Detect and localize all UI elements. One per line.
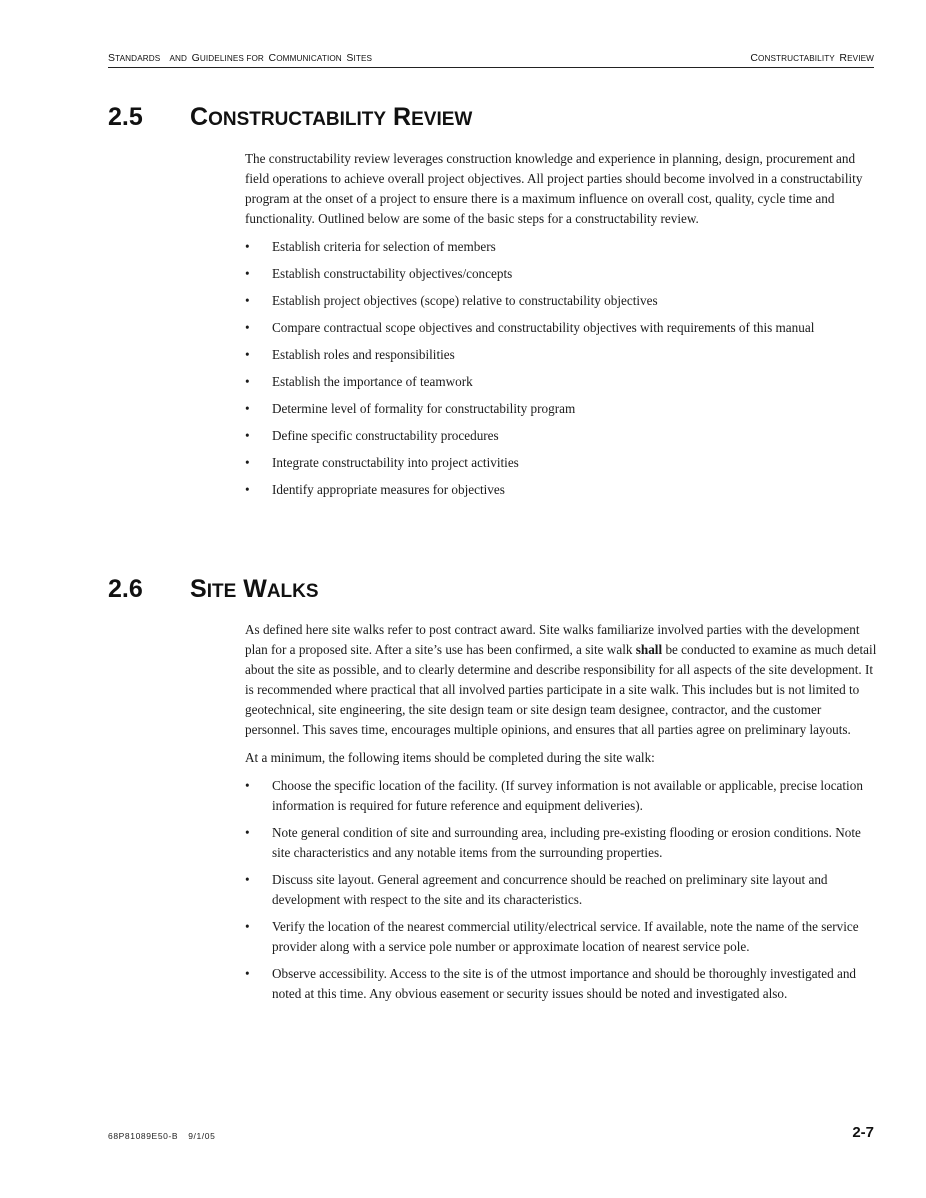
footer-date: 9/1/05 [188, 1131, 216, 1141]
list-item: • Establish criteria for selection of members [245, 239, 496, 254]
footer-doc-number: 68P81089E50-B [108, 1131, 179, 1141]
list-item: • Establish roles and responsibilities [245, 347, 455, 362]
header-rule [108, 67, 874, 68]
footer-doc-info [108, 1131, 215, 1141]
header-left-title: STANDARDS AND GUIDELINES FOR COMMUNICATION SITES [108, 52, 373, 64]
section-title: CONSTRUCTABILITY REVIEW [190, 103, 473, 131]
section-number: 2.6 [108, 575, 143, 603]
site-walk-items-list [245, 776, 877, 1004]
page-number: 2-7 [852, 1124, 874, 1141]
header-right-title: CONSTRUCTABILITY REVIEW [750, 52, 874, 64]
list-item: • Integrate constructability into project activities [245, 455, 519, 470]
list-item: • Define specific constructability procedures [245, 428, 499, 443]
list-item: • Compare contractual scope objectives and constructability objectives with requirements of this manual [245, 320, 815, 335]
section-body-2-6 [245, 620, 877, 1011]
emphasis-shall: shall [635, 642, 663, 657]
list-item: • Verify the location of the nearest commercial utility/electrical service. If available, note the name of the service provider along with a service pole number or approximate location of nearest service pole. [245, 919, 859, 954]
section-number: 2.5 [108, 103, 143, 131]
section-title: SITE WALKS [190, 575, 319, 603]
list-item: • Establish the importance of teamwork [245, 374, 473, 389]
list-item: • Establish constructability objectives/concepts [245, 266, 513, 281]
intro-paragraph: The constructability review leverages construction knowledge and experience in planning, design, procurement and field operations to achieve overall project objectives. All project parties should become involved in a constructability program at the onset of a project to ensure there is a maximum influence on overall cost, quality, cycle time and functionality. Outlined below are some of the basic steps for a constructability review. [245, 151, 863, 226]
site-walk-definition-paragraph: As defined here site walks refer to post contract award. Site walks familiarize involved parties with the development plan for a proposed site. After a site’s use has been confirmed, a site walk shall be conducted to examine as much detail about the site as possible, and to clearly determine and describe responsibility for all aspects of the site development. It is recommended where practical that all involved parties participate in a site walk. This includes but is not limited to geotechnical, site engineering, the site design team or site design team designee, contractor, and the customer personnel. This saves time, encourages multiple opinions, and ensures that all parties agree on preliminary layouts. [245, 622, 877, 737]
constructability-steps-list [245, 237, 877, 500]
list-item: • Determine level of formality for constructability program [245, 401, 576, 416]
list-item: • Identify appropriate measures for objectives [245, 482, 505, 497]
minimum-items-paragraph: At a minimum, the following items should be completed during the site walk: [245, 750, 655, 765]
list-item: • Note general condition of site and surrounding area, including pre-existing flooding or erosion conditions. Note site characteristics and any notable items from the surrounding properties. [245, 825, 861, 860]
list-item: • Establish project objectives (scope) relative to constructability objectives [245, 293, 658, 308]
section-body-2-5 [245, 149, 877, 507]
list-item: • Discuss site layout. General agreement and concurrence should be reached on preliminary site layout and development with respect to the site and its characteristics. [245, 872, 828, 907]
list-item: • Choose the specific location of the facility. (If survey information is not available or applicable, precise location information is required for future reference and equipment deliveries). [245, 778, 863, 813]
list-item: • Observe accessibility. Access to the site is of the utmost importance and should be thoroughly investigated and noted at this time. Any obvious easement or security issues should be noted and investigated also. [245, 966, 857, 1001]
